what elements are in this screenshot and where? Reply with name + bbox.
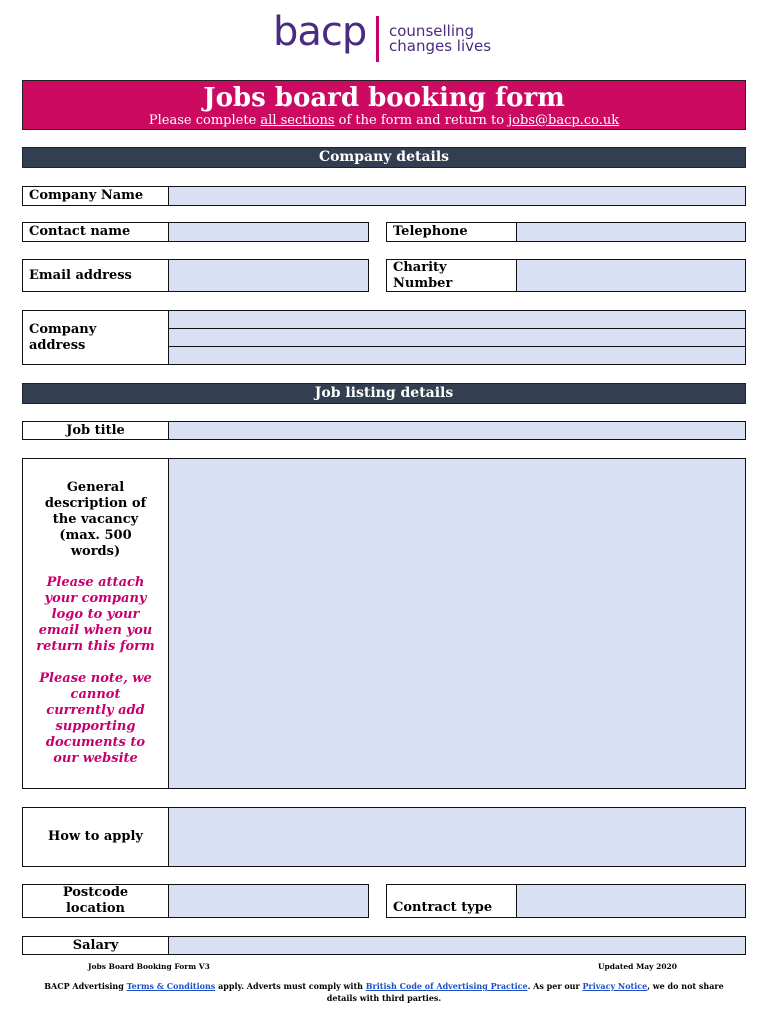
footer-line-2: details with third parties. [326,993,442,1003]
address-label-line-1: Company [29,321,97,337]
contact-name-field[interactable] [168,222,369,242]
general-line: General [66,480,125,495]
page-instructions [23,113,745,129]
general-line: words) [70,544,121,559]
telephone-label: Telephone [386,222,517,242]
advertising-code-link[interactable]: British Code of Advertising Practice [365,981,528,991]
general-line: the vacancy [52,512,139,527]
footer-mid-2: . As per our [527,981,583,991]
charity-number-label [386,259,517,292]
salary-field[interactable] [168,936,746,955]
bacp-logo-wordmark: bacp [273,9,367,55]
instructions-pre: Please complete [148,113,261,128]
telephone-field[interactable] [516,222,746,242]
general-description-field[interactable] [168,458,746,789]
address-label-line-2: address [29,337,86,353]
attach-line: email when you [38,623,153,638]
how-to-apply-label: How to apply [22,807,169,867]
documents-note [39,671,151,767]
company-address-line-2[interactable] [168,328,746,347]
postcode-location-label [22,884,169,918]
note-line: supporting [55,719,136,734]
footer-pre: BACP Advertising [44,981,127,991]
footer-post: , we do not share [647,981,724,991]
postcode-location-field[interactable] [168,884,369,918]
general-description-label [22,458,169,789]
company-details-header: Company details [22,147,746,168]
how-to-apply-field[interactable] [168,807,746,867]
general-line: (max. 500 [59,528,132,543]
footer-disclaimer [22,980,746,1004]
email-address-label: Email address [22,259,169,292]
contact-name-label: Contact name [22,222,169,242]
postcode-label-line-2: location [65,901,125,916]
email-address-field[interactable] [168,259,369,292]
company-name-field[interactable] [168,186,746,206]
form-version: Jobs Board Booking Form V3 [88,962,210,971]
general-description-text [45,480,146,560]
contract-type-field[interactable] [516,884,746,918]
charity-number-field[interactable] [516,259,746,292]
note-line: cannot [70,687,121,702]
terms-conditions-link[interactable]: Terms & Conditions [126,981,216,991]
job-title-label: Job title [22,421,169,440]
instructions-mid: of the form and return to [334,113,509,128]
footer-mid-1: apply. Adverts must comply with [215,981,366,991]
note-line: Please note, we [39,671,152,686]
privacy-notice-link[interactable]: Privacy Notice [582,981,648,991]
note-line: documents to [45,735,146,750]
logo-tagline-line-2: changes lives [389,37,492,55]
charity-label-line-2: Number [393,275,453,291]
attach-logo-note [36,575,155,655]
page-title: Jobs board booking form [203,83,565,113]
logo-divider [376,16,379,62]
company-address-line-1[interactable] [168,310,746,329]
note-line: currently add [46,703,145,718]
postcode-label-line-1: Postcode [62,885,129,900]
general-line: description of [44,496,147,511]
logo-tagline-line-1: counselling [389,22,475,40]
job-listing-details-header: Job listing details [22,383,746,404]
contract-type-label: Contract type [386,884,517,918]
job-title-field[interactable] [168,421,746,440]
updated-date: Updated May 2020 [598,962,677,971]
salary-label: Salary [22,936,169,955]
email-link[interactable]: jobs@bacp.co.uk [508,113,620,128]
attach-line: your company [44,591,147,606]
note-line: our website [53,751,138,766]
logo-tagline [389,24,491,54]
all-sections-link[interactable]: all sections [260,113,335,128]
attach-line: logo to your [51,607,140,622]
attach-line: Please attach [46,575,145,590]
attach-line: return this form [36,639,155,654]
charity-label-line-1: Charity [393,259,447,275]
title-banner [22,80,746,130]
company-address-line-3[interactable] [168,346,746,365]
company-name-label: Company Name [22,186,169,206]
company-address-label [22,310,169,365]
